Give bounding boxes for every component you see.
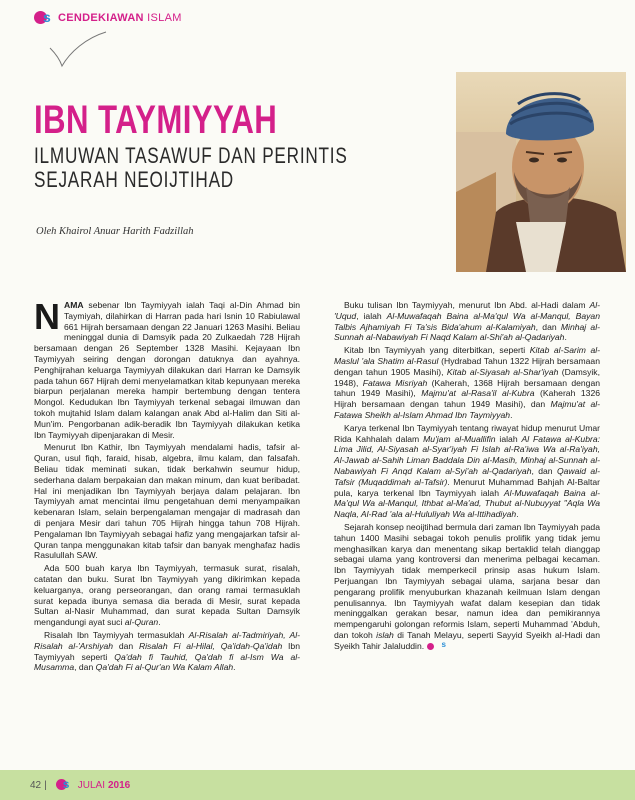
article-subtitle: ILMUWAN TASAWUF DAN PERINTIS SEJARAH NEOIJTIHAD: [34, 143, 348, 192]
byline: Oleh Khairol Anuar Harith Fadzillah: [36, 226, 194, 237]
paragraph: Karya terkenal Ibn Taymiyyah tentang riwayat hidup menurut Umar Rida Kahhalah dalam Mu'jam al-Muallifin ialah Al Fatawa al-Kubra: Lima Jilid, Al-Siyasah al-Syar'iyah Fi Islah al-Ra'iwa Wa al-Ra'iyah, Al-Jawab al-Sahih Liman Baddala Din al-Masih, Minhaj al-Sunnah al-Nabawiyah Fi Anqd Kalam al-Syi'ah al-Qadariyah, dan Qawaid al-Tafsir (Muqaddimah al-Tafsir). Menurut Muhammad Bahjah Al-Baltar pula, karya terkenal Ibn Taymiyyah ialah Al-Muwafaqah Baina al-Ma'qul Wa al-Manqul, Ithbat al-Ma'ad, Thubut al-Nubuyyat "Aqla Wa Naqla, Al-Rad 'ala al-Hululiyah Wa al-Ittihadiyah.: [334, 422, 601, 520]
dropcap: N: [34, 296, 60, 337]
text-column-2: [334, 300, 600, 654]
magazine-logo-icon: s: [32, 10, 56, 26]
section-header: [32, 10, 182, 26]
paragraph: Ada 500 buah karya Ibn Taymiyyah, termasuk surat, risalah, catatan dan buku. Surat Ibn Taymiyyah yang dikirimkan kepada keluarganya, orang perseorangan, dan orang ramai termasuklah surat kepada ibunya semasa dia berada di Mesir, surat kepada Sultan al-Nasir Muhammad, dan surat kepada Sultan Damsyik mengandungi ayat suci al-Quran.: [34, 563, 300, 628]
section-label: CENDEKIAWAN ISLAM: [58, 12, 182, 24]
paragraph: NAMA sebenar Ibn Taymiyyah ialah Taqi al-Din Ahmad bin Taymiyah, dilahirkan di Harran pada hari Isnin 10 Rabiulawal 661 Hijrah bersamaan dengan 22 Januari 1263 Masihi. Beliau meninggal dunia di Damsyik pada 20 Zulkaedah 728 Hijrah bersamaan dengan 26 September 1328 Masihi. Kejayaan Ibn Taymiyyah seiring dengan dorongan datuknya dan ayahnya. Penghijrahan keluarga Taymiyyah dilakukan dari Harran ke Damsyik pada tahun 667 Hijrah demi menyelamatkan kitab kepunyaan mereka biarpun perjalanan mereka hampir bertembung dengan tentera Mongol. Kedudukan Ibn Taymiyyah terkenal sebagai ilmuwan dan tokoh mujtahid Islam dalam kalangan anak Abd al-Halim dan Siti al-Mun'im. Pengorbanan adik-beradik Ibn Taymiyyah dilakukan ketika Ibn Taymiyyah dipenjarakan di Mesir.: [34, 296, 300, 440]
end-mark-icon: s: [427, 642, 439, 650]
article-title: IBN TAYMIYYAH: [34, 98, 278, 142]
page-number: 42: [30, 779, 42, 791]
footer-logo-icon: s: [54, 778, 74, 792]
page-footer: 42 | s JULAI 2016: [0, 770, 635, 800]
issue-year: 2016: [107, 779, 131, 791]
paragraph: Menurut Ibn Kathir, Ibn Taymiyyah mendalami hadis, tafsir al-Quran, usul fiqh, faraid, hisab, algebra, ilmu kalam, dan falsafah. Beliau tidak meminati sukan, tidak berkahwin seumur hidup, sederhana dalam berpakaian dan makan minum, dan kuat beribadat. Hal ini menjadikan Ibn Taymiyyah berjaya dalam pelajaran. Ibn Taymiyyah amat mencintai ilmu pengetahuan demi menyampaikan kebenaran Islam, selain berpengalaman mengajar di madrasah dan di penjara Mesir dari tahun 705 Hijrah hingga tahun 708 Hijrah. Pengalaman Ibn Taymiyyah sebagai hafiz yang mengajarkan tafsir al-Quran tanpa menggunakan kitab tafsir dan banyak menghafaz hadis Rasulullah SAW.: [34, 442, 300, 561]
paragraph: Risalah Ibn Taymiyyah termasuklah Al-Risalah al-Tadmiriyah, Al-Risalah al-'Arshiyah dan Risalah Fi al-Hilal, Qa'idah-Qa'idah Ibn Taymiyyah seperti Qa'dah fi Tauhid, Qa'dah fi al-Ism Wa al-Musamma, dan Qa'dah Fi al-Qur'an Wa Kalam Allah.: [34, 629, 301, 673]
portrait-illustration: [456, 72, 626, 272]
checkmark-icon: [48, 30, 108, 70]
paragraph: Sejarah konsep neoijtihad bermula dari zaman Ibn Taymiyyah pada tahun 1400 Masihi sebagai tokoh penulis prolifik yang tidak jemu menghasilkan karya dan menentang sikap bertaklid telah dianggap sebagai ulama yang kontroversi dan menerima pelbagai kecaman. Ibn Taymiyyah tidak memperkecil prinsip asas hukum Islam. Perjuangan Ibn Taymiyyah sebagai ulama, sarjana besar dan pengarang prolifik menyuburkan khazanah keilmuan Islam dengan penulisannya. Ibn Taymiyyah wafat dalam kesepian dan tidak meninggalkan gerakan besar, namun idea dan pemikirannya mempengaruhi golongan reformis Islam, seperti Muhammad 'Abduh, dan tokoh islah di Tanah Melayu, seperti Sayyid Syeikh al-Hadi dan Syeikh Tahir Jalaluddin. s: [334, 521, 600, 651]
paragraph: Kitab Ibn Taymiyyah yang diterbitkan, seperti Kitab al-Sarim al-Maslul 'ala Shatim al-Rasul (Hydrabad Tahun 1322 Hijrah bersamaan dengan tahun 1905 Masihi), Kitab al-Siyasah al-Shar'iyah (Damsyik, 1948), Fatawa Misriyah (Kaherah, 1368 Hijrah bersamaan dengan tahun 1949 Masihi), Majmu'at al-Rasa'il al-Kubra (Kaherah 1326 Hijrah bersamaan dengan tahun 1949 Masihi), dan Majmu'at al-Fatawa Sheikh al-Islam Ahmad Ibn Taymiyyah.: [334, 345, 601, 420]
issue-month: JULAI: [77, 779, 105, 791]
text-column-1: [34, 296, 301, 675]
paragraph: Buku tulisan Ibn Taymiyyah, menurut Ibn Abd. al-Hadi dalam Al-'Uqud, ialah Al-Muwafaqah Baina al-Ma'qul Wa al-Manqul, Bayan Talbis Ajhamiyah Fi Ta'sis Bida'ahum al-Kalamiyah, dan Minhaj al-Sunnah al-Nabawiyah Fi Naqd Kalam al-Shi'ah al-Qadariyah.: [334, 300, 600, 343]
